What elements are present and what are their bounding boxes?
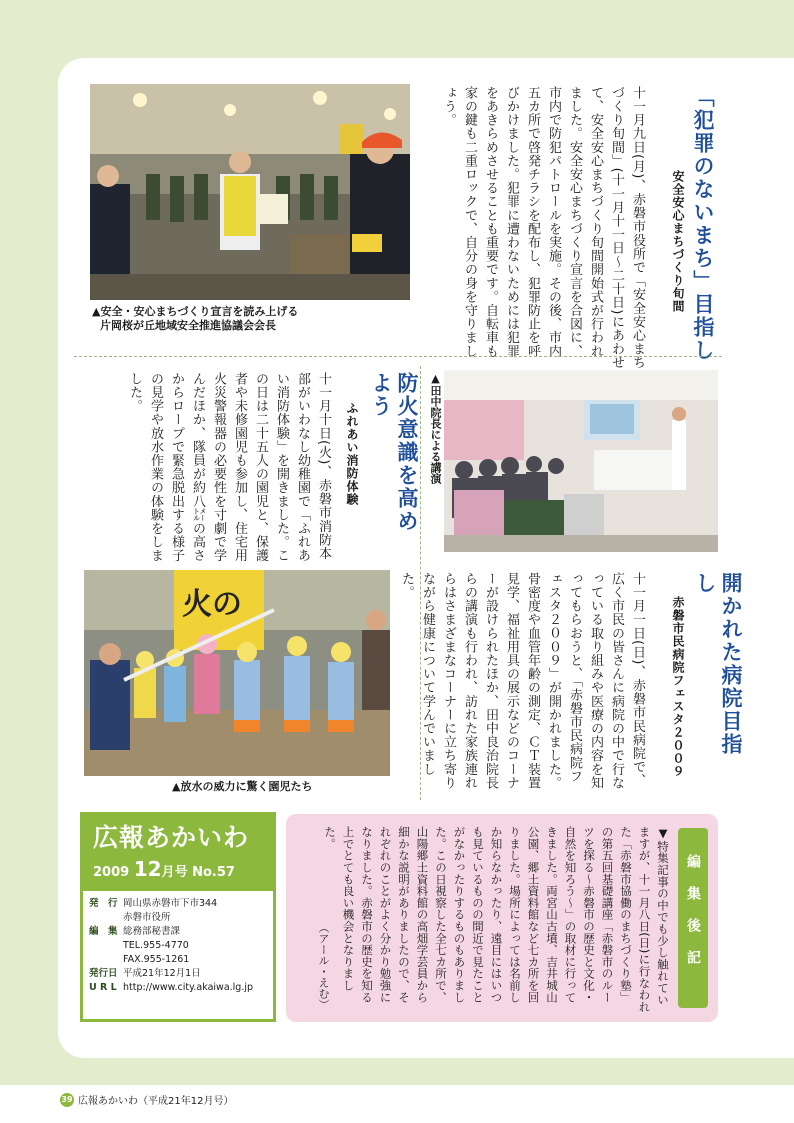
page-number: 39	[60, 1093, 74, 1107]
crime-prevention-subtitle: 安全安心まちづくり旬間	[671, 170, 685, 313]
page-footer	[60, 1092, 233, 1107]
row-label: U R L	[89, 982, 117, 993]
masthead-row	[89, 953, 267, 967]
fire-prevention-title: 防火意識を高めよう	[369, 372, 419, 533]
row-label	[89, 939, 123, 953]
row-value: 岡山県赤磐市下市344	[123, 898, 218, 909]
row-label	[89, 911, 123, 925]
hospital-lecture-photo	[444, 370, 718, 552]
masthead-header	[83, 815, 273, 891]
issue-year: 2009	[93, 865, 130, 880]
fire-drill-caption: ▲放水の威力に驚く園児たち	[172, 780, 313, 793]
masthead-row	[89, 981, 267, 995]
issue-number: No.57	[192, 865, 235, 880]
fire-prevention-subtitle: ふれあい消防体験	[345, 402, 359, 506]
masthead-row	[89, 925, 267, 939]
masthead-title: 広報あかいわ	[93, 823, 250, 852]
editor-note-signature: （アール・えむ）	[317, 922, 330, 1010]
editor-note-body: ▼特集記事の中でも少し触れていますが、十一月八日(日)に行なわれた「赤磐市協働のまちづくり塾」の第五回基礎講座「赤磐市のルーツを探る〜赤磐市の歴史と文化・自然を知ろう〜」の取材に行ってきました。両宮山古墳、吉井城山公園、郷土資料館など七カ所を回りました。場所によっては名前しか知らなかったり、遠目にはいつも見ているものの間近で見たことがなかったりするものもありました。この日視察した全七カ所で、山陽郷土資料館の高畑学芸員から細かな説明がありましたので、それぞれのことがよく分かり勉強になりました。赤磐市の歴史を知る上でとても良い機会となりました。	[323, 826, 670, 1013]
fire-drill-photo	[84, 570, 390, 776]
masthead-row	[89, 939, 267, 953]
section-divider-top	[74, 356, 722, 357]
editor-note-heading: 編集後記	[678, 828, 708, 1008]
crime-prevention-title: 「犯罪のないまち」目指し	[691, 86, 715, 362]
issue-month-number: 12	[133, 857, 162, 881]
issue-month-unit: 月号	[161, 865, 188, 880]
crime-prevention-body: 十一月九日(月)、赤磐市役所で「安全安心まちづくり旬間」(十一月十一日〜二十日)にあわせて、安全安心まちづくり旬間開始式が行われました。安全安心まちづくり宣言を合図に、市内で防犯パトロールを実施。その後、市内五カ所で啓発チラシを配布し、犯罪防止を呼びかけました。犯罪に遭わないためには犯罪をあきらめさせることも重要です。自転車も家の鍵も二重ロックで、自分の身を守りましょう。	[441, 86, 645, 370]
hospital-photo-caption: ▲田中院長による講演	[429, 372, 442, 484]
row-value[interactable]: http://www.city.akaiwa.lg.jp	[123, 982, 254, 993]
fire-prevention-body: 十一月十日(火)、赤磐市消防本部がいわなし幼稚園で「ふれあい消防体験」を開きました。この日は二十五人の園児と、保護者や未修園児も参加し、住宅用火災警報器の必要性を寸劇で学んだほか、隊員が約八㍍の高さからロープで緊急脱出する様子の見学や放水作業の体験をしました。	[127, 372, 331, 563]
row-label	[89, 953, 123, 967]
masthead-details	[83, 891, 273, 995]
footer-text: 広報あかいわ（平成21年12月号）	[78, 1096, 234, 1107]
editor-note-box	[286, 814, 718, 1022]
hospital-festa-title: 開かれた病院目指し	[693, 572, 743, 756]
masthead-box	[80, 812, 276, 1022]
row-label: 発行日	[89, 968, 118, 979]
row-value: 総務部秘書課	[123, 926, 181, 937]
masthead-row	[89, 911, 267, 925]
masthead-row	[89, 897, 267, 911]
crime-prevention-photo	[90, 84, 410, 300]
row-value: TEL.955-4770	[123, 940, 189, 951]
caption-line-2: 片岡桜が丘地域安全推進協議会会長	[100, 319, 276, 332]
row-label: 発 行	[89, 898, 118, 909]
crime-prevention-caption	[92, 305, 412, 333]
row-value: 赤磐市役所	[123, 912, 171, 923]
masthead-issue	[93, 857, 263, 881]
row-value: FAX.955-1261	[123, 954, 190, 965]
hospital-festa-body: 十一月一日(日)、赤磐市民病院で、広く市民の皆さんに病院の中で行なっている取り組みや医療の内容を知ってもらおうと、「赤磐市民病院フェスタ２００９」が開かれました。骨密度や血管年齢の測定、ＣＴ装置見学、福祉用具の展示などのコーナーが設けられたほか、田中良治院長らの講演も行われ、訪れた家族連れらはさまざまなコーナーに立ち寄りながら健康について学んでいました。	[399, 572, 645, 790]
row-value: 平成21年12月1日	[123, 968, 201, 979]
caption-line-1: ▲安全・安心まちづくり宣言を読み上げる	[92, 305, 299, 318]
masthead-row	[89, 967, 267, 981]
banner-text: 火の	[182, 587, 242, 622]
row-label: 編 集	[89, 926, 118, 937]
hospital-festa-subtitle: 赤磐市民病院フェスタ２００９	[671, 596, 685, 778]
